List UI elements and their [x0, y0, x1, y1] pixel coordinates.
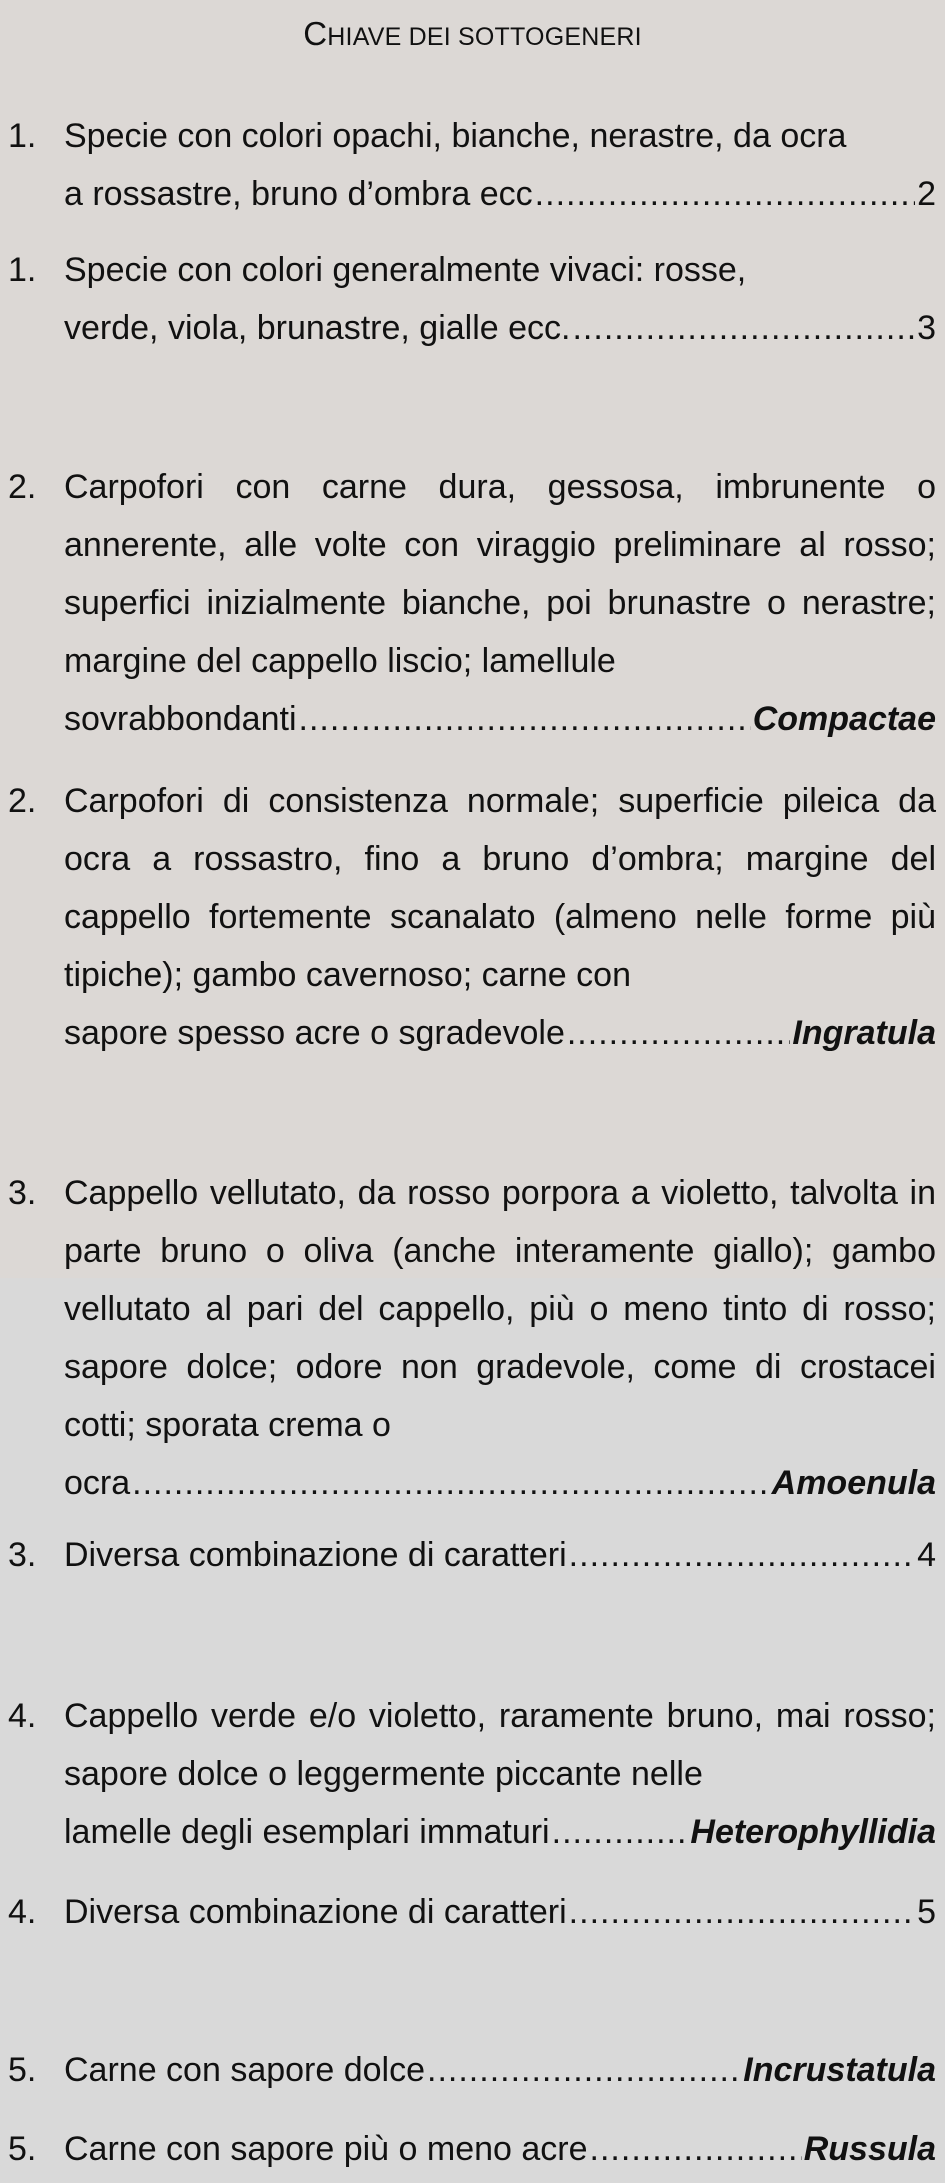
page-title — [0, 12, 945, 59]
entry-reference: 3 — [917, 309, 936, 347]
entry-number: 5. — [8, 2051, 37, 2089]
entry-body: Specie con colori generalmente vivaci: rosse, — [64, 251, 747, 289]
entry-taxon-reference: Incrustatula — [743, 2051, 936, 2089]
entry-last-line — [64, 2120, 936, 2178]
entry-text — [64, 458, 936, 748]
entry-last-line — [64, 165, 936, 223]
entry-text — [64, 1164, 936, 1512]
entry-taxon-reference: Ingratula — [792, 1014, 936, 1052]
entry-taxon-reference: Heterophyllidia — [690, 1813, 936, 1851]
entry-last-text: verde, viola, brunastre, gialle ecc. — [64, 309, 571, 347]
leader-dots — [567, 1004, 791, 1062]
leader-dots — [427, 2041, 741, 2099]
entry-text — [64, 2041, 936, 2099]
leader-dots — [132, 1454, 770, 1512]
entry-last-line — [64, 1454, 936, 1512]
entry-last-text: Carne con sapore dolce — [64, 2051, 426, 2089]
entry-body: Cappello verde e/o violetto, raramente bruno, mai rosso; sapore dolce o leggermente piccante nelle — [64, 1697, 936, 1793]
leader-dots — [572, 299, 915, 357]
entry-text — [64, 107, 936, 223]
entry-last-line — [64, 1803, 936, 1861]
entry-text — [64, 1526, 936, 1584]
entry-number: 3. — [8, 1536, 37, 1574]
entry-number: 1. — [8, 251, 37, 289]
leader-dots — [552, 1803, 689, 1861]
entry-number: 2. — [8, 782, 37, 820]
entry-number: 1. — [8, 117, 37, 155]
entry-reference: 4 — [917, 1536, 936, 1574]
entry-text — [64, 241, 936, 357]
entry-text — [64, 1883, 936, 1941]
entry-last-line — [64, 1004, 936, 1062]
entry-last-line — [64, 690, 936, 748]
title-rest: HIAVE DEI SOTTOGENERI — [327, 23, 642, 51]
entry-last-line — [64, 2041, 936, 2099]
entry-last-text: Diversa combinazione di caratteri — [64, 1893, 567, 1931]
entry-last-line — [64, 299, 936, 357]
entry-number: 2. — [8, 468, 37, 506]
entry-reference: 5 — [917, 1893, 936, 1931]
entry-body: Carpofori di consistenza normale; superficie pileica da ocra a rossastro, fino a bruno d’ombra; margine del cappello fortemente scanalato (almeno nelle forme più tipiche); gambo cavernoso; carne con — [64, 782, 936, 994]
entry-body: Carpofori con carne dura, gessosa, imbrunente o annerente, alle volte con viraggio preliminare al rosso; superfici inizialmente bianche, poi brunastre o nerastre; margine del cappello liscio; lamellule — [64, 468, 936, 680]
entry-taxon-reference: Amoenula — [771, 1464, 936, 1502]
entry-last-text: ocra — [64, 1464, 131, 1502]
entry-taxon-reference: Russula — [803, 2130, 936, 2168]
entry-last-text: a rossastre, bruno d’ombra ecc — [64, 175, 533, 213]
entry-body: Specie con colori opachi, bianche, nerastre, da ocra — [64, 117, 847, 155]
leader-dots — [569, 1883, 915, 1941]
entry-taxon-reference: Compactae — [752, 700, 936, 738]
leader-dots — [535, 165, 915, 223]
entry-text — [64, 772, 936, 1062]
entry-body: Cappello vellutato, da rosso porpora a violetto, talvolta in parte bruno o oliva (anche interamente giallo); gambo vellutato al pari del cappello, più o meno tinto di rosso; sapore dolce; odore non gradevole, come di crostacei cotti; sporata crema o — [64, 1174, 936, 1444]
title-initial: C — [303, 15, 328, 52]
leader-dots — [569, 1526, 915, 1584]
entry-number: 4. — [8, 1893, 37, 1931]
entry-last-text: sapore spesso acre o sgradevole — [64, 1014, 565, 1052]
entry-last-text: Diversa combinazione di caratteri — [64, 1536, 567, 1574]
entry-number: 3. — [8, 1174, 37, 1212]
entry-number: 4. — [8, 1697, 37, 1735]
entry-number: 5. — [8, 2130, 37, 2168]
entry-last-line — [64, 1526, 936, 1584]
leader-dots — [299, 690, 751, 748]
entry-last-text: lamelle degli esemplari immaturi — [64, 1813, 550, 1851]
leader-dots — [590, 2120, 802, 2178]
entry-last-text: sovrabbondanti — [64, 700, 297, 738]
entry-text — [64, 1687, 936, 1861]
entry-reference: 2 — [917, 175, 936, 213]
entry-last-line — [64, 1883, 936, 1941]
entry-last-text: Carne con sapore più o meno acre — [64, 2130, 588, 2168]
entry-text — [64, 2120, 936, 2178]
